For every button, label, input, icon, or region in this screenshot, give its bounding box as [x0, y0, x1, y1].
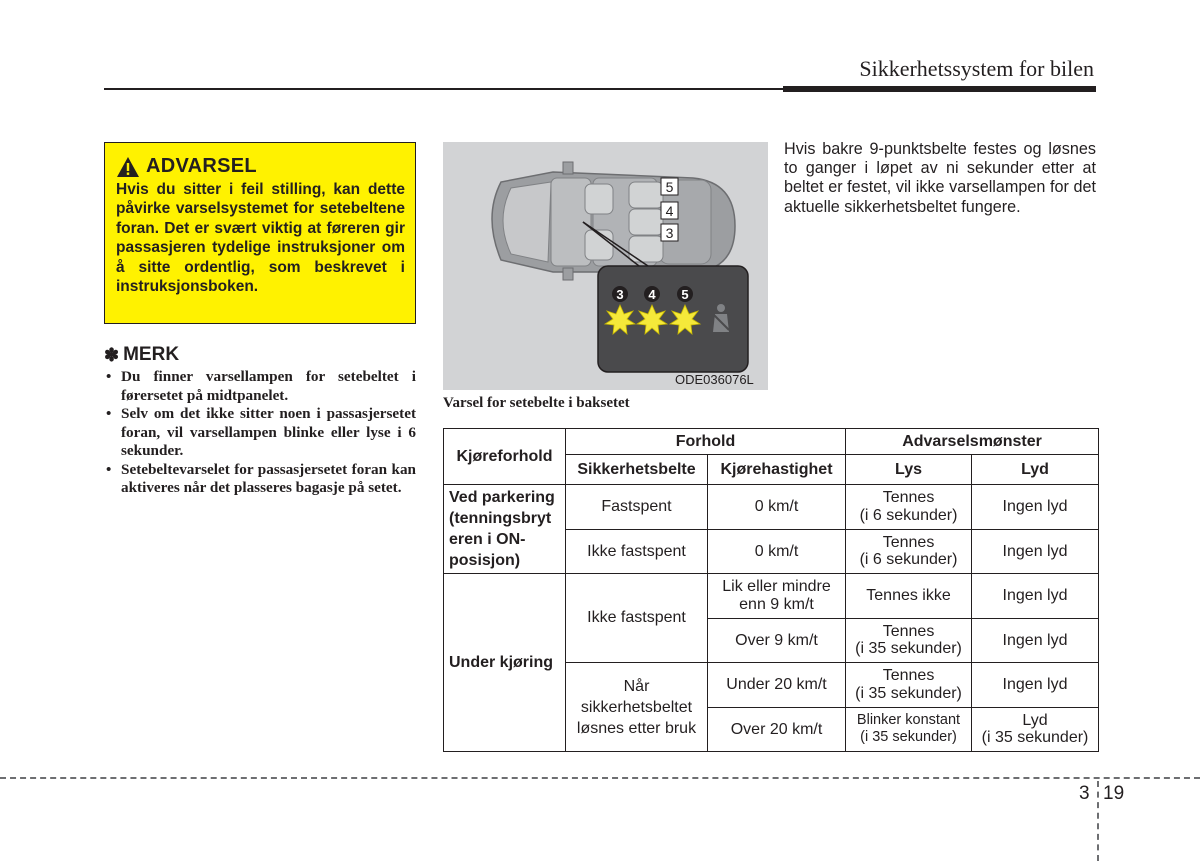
figure-caption: Varsel for setebelte i baksetet: [443, 395, 630, 411]
seatbelt-warning-table: [443, 428, 1099, 752]
note-section: [104, 344, 416, 498]
note-heading: [104, 344, 416, 366]
cell-sound: Ingen lyd: [972, 574, 1099, 619]
note-item: • Du finner varsellampen for setebeltet i førersetet på midtpanelet.: [106, 368, 416, 404]
note-title: MERK: [123, 344, 180, 365]
cell-speed: 0 km/t: [708, 485, 846, 530]
note-list: [104, 368, 416, 498]
seat-label-3: 3: [665, 225, 674, 241]
cell-light: Tennes (i 35 sekunder): [846, 618, 972, 663]
seat-label-5: 5: [665, 179, 674, 195]
page-number: 19: [1103, 783, 1125, 804]
figure-code: ODE036076L: [675, 372, 754, 387]
seat-number-labels: [661, 178, 678, 241]
header-sound: Lyd: [972, 455, 1099, 485]
footer-divider: [0, 777, 1200, 779]
rear-seatbelt-figure: [443, 142, 768, 390]
cell-speed: Under 20 km/t: [708, 663, 846, 708]
body-paragraph: Hvis bakre 9-punktsbelte festes og løsnes to ganger i løpet av ni sekunder etter at beltet er festet, vil ikke varsellampen for det aktuelle sikkerhetsbeltet fungere.: [784, 140, 1096, 216]
condition-driving: Under kjøring: [444, 574, 566, 752]
cell-belt: Ikke fastspent: [566, 529, 708, 574]
cell-sound: Ingen lyd: [972, 663, 1099, 708]
cell-belt: Ikke fastspent: [566, 574, 708, 663]
cell-speed: Lik eller mindre enn 9 km/t: [708, 574, 846, 619]
cell-light: Blinker konstant (i 35 sekunder): [846, 707, 972, 752]
cell-belt: Når sikkerhetsbeltet løsnes etter bruk: [566, 663, 708, 752]
lamp-label-3: 3: [616, 287, 624, 302]
page-header-title: Sikkerhetssystem for bilen: [859, 56, 1094, 81]
header-light: Lys: [846, 455, 972, 485]
header-warning-pattern: Advarselsmønster: [846, 429, 1099, 455]
cell-sound: Ingen lyd: [972, 618, 1099, 663]
chapter-number: 3: [1079, 783, 1090, 804]
cell-speed: Over 20 km/t: [708, 707, 846, 752]
cell-sound: Ingen lyd: [972, 529, 1099, 574]
cell-speed: 0 km/t: [708, 529, 846, 574]
header-condition: Kjøreforhold: [444, 429, 566, 485]
cell-speed: Over 9 km/t: [708, 618, 846, 663]
cell-light: Tennes ikke: [846, 574, 972, 619]
lamp-label-4: 4: [648, 287, 656, 302]
cell-light: Tennes (i 35 sekunder): [846, 663, 972, 708]
cell-sound: Ingen lyd: [972, 485, 1099, 530]
cell-sound: Lyd (i 35 sekunder): [972, 707, 1099, 752]
table-row: [444, 574, 1099, 619]
footer-vertical-divider: [1097, 781, 1099, 861]
condition-parking: Ved parkering (tenningsbryt eren i ON-posisjon): [444, 485, 566, 574]
seat-label-4: 4: [665, 203, 674, 219]
note-item: • Setebeltevarselet for passasjersetet foran kan aktiveres når det plasseres bagasje på setet.: [106, 460, 416, 496]
cell-belt: Fastspent: [566, 485, 708, 530]
header-seatbelt: Sikkerhetsbelte: [566, 455, 708, 485]
table-row: [444, 485, 1099, 530]
warning-triangle-icon: [116, 156, 140, 178]
header-circumstance: Forhold: [566, 429, 846, 455]
header-speed: Kjørehastighet: [708, 455, 846, 485]
note-star-icon: ✽: [104, 344, 120, 365]
note-item: • Selv om det ikke sitter noen i passasjersetet foran, vil varsellampen blinke eller lyse i 6 sekunder.: [106, 405, 416, 459]
lamp-label-5: 5: [681, 287, 689, 302]
cell-light: Tennes (i 6 sekunder): [846, 485, 972, 530]
cell-light: Tennes (i 6 sekunder): [846, 529, 972, 574]
warning-box: [104, 142, 416, 324]
warning-heading: [116, 155, 405, 178]
warning-title: ADVARSEL: [146, 155, 257, 177]
header-bar: [783, 86, 1096, 92]
car-illustration: [443, 142, 768, 390]
warning-text: Hvis du sitter i feil stilling, kan dette påvirke varselsystemet for setebeltene foran. Det er svært viktig at føreren gir passasjeren tydelige instruksjoner om å sitte ordentlig, som beskrevet i instruksjonsboken.: [116, 181, 405, 296]
